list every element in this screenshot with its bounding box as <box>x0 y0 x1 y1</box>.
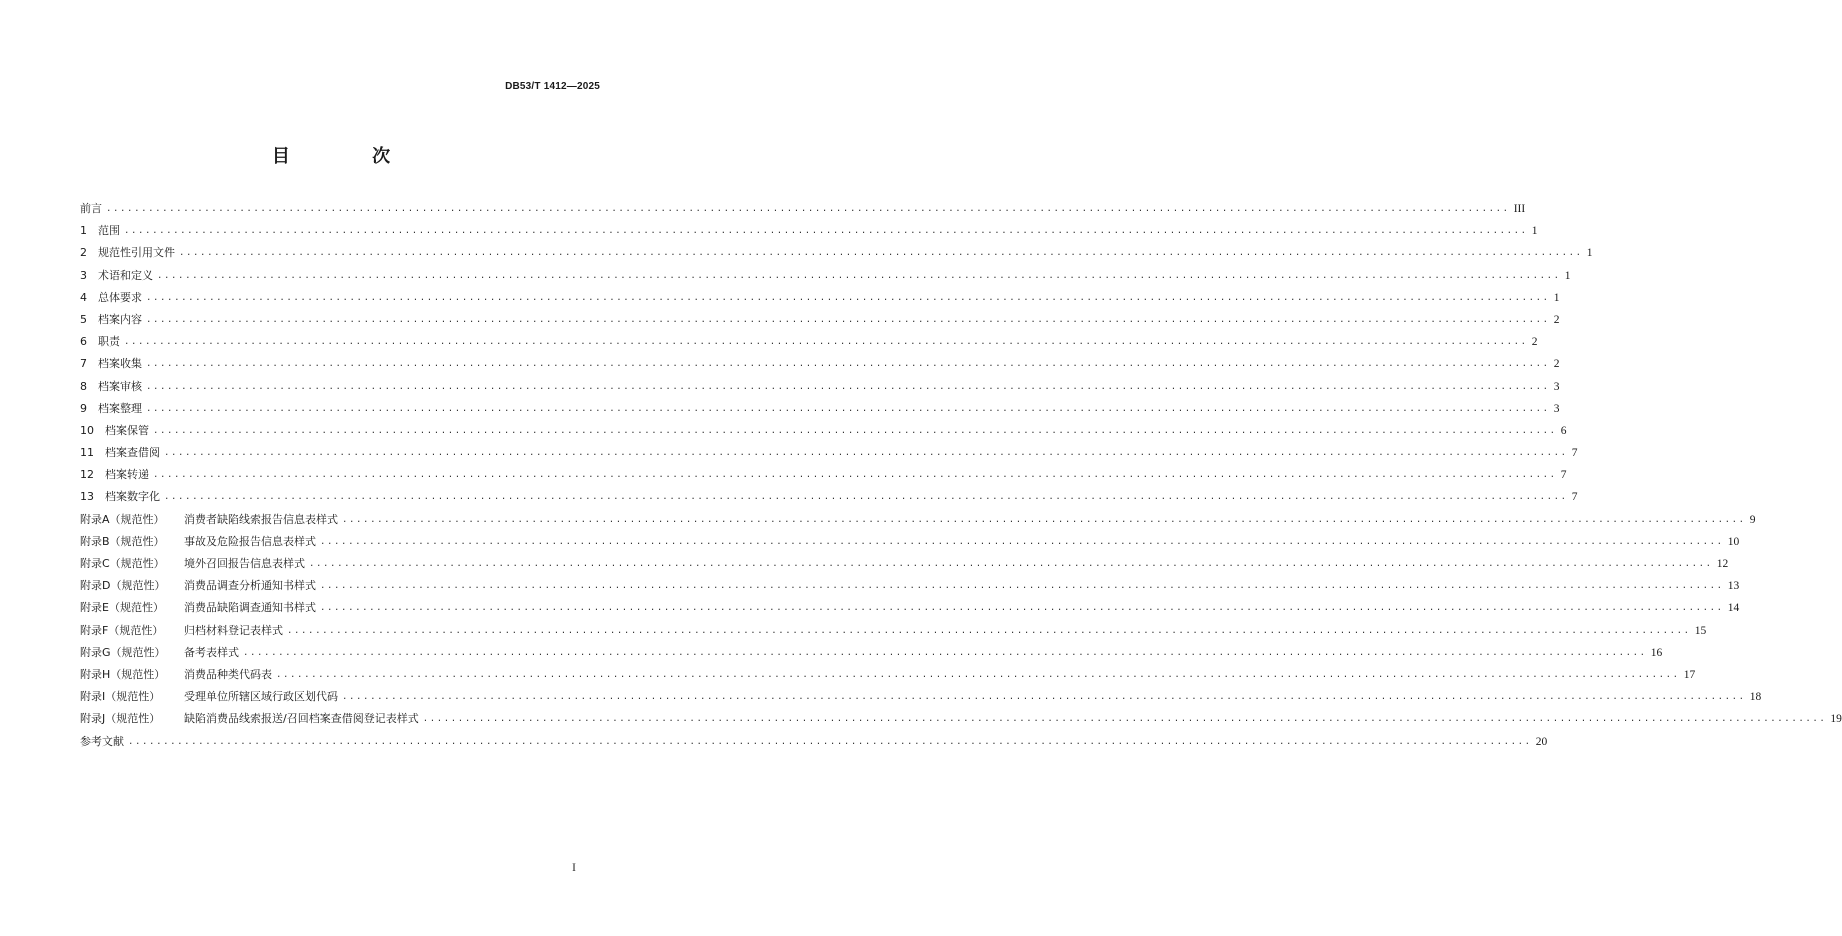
toc-entry-label: 档案整理 <box>98 401 142 415</box>
dot-leader: ........................................................................................................................................................................................................ <box>320 581 1724 592</box>
dot-leader: ........................................................................................................................................................................................................ <box>243 647 1647 658</box>
toc-entry[interactable] <box>80 644 1663 666</box>
toc-entry-label: 前言 <box>80 202 102 215</box>
toc-entry-label: 备考表样式 <box>184 645 239 659</box>
toc-entry-page: III <box>1513 203 1526 215</box>
toc-entry[interactable] <box>80 466 1567 488</box>
dot-leader: ........................................................................................................................................................................................................ <box>146 292 1550 303</box>
toc-entry[interactable] <box>80 533 1740 555</box>
toc-entry-page: 10 <box>1727 535 1740 548</box>
toc-entry-title <box>80 289 142 305</box>
toc-entry-page: 16 <box>1650 646 1663 659</box>
toc-entry-number: 10 <box>80 423 94 437</box>
toc-entry-title <box>80 355 142 371</box>
toc-entry-title <box>80 244 175 260</box>
dot-leader: ........................................................................................................................................................................................................ <box>422 714 1827 725</box>
toc-entry-page: 9 <box>1749 513 1756 526</box>
dot-leader: ........................................................................................................................................................................................................ <box>287 625 1691 636</box>
toc-entry[interactable] <box>80 555 1729 577</box>
toc-entry-title <box>80 333 120 349</box>
toc-entry-label: 档案转递 <box>105 468 149 482</box>
toc-entry-title <box>80 577 316 593</box>
dot-leader: ........................................................................................................................................................................................................ <box>320 603 1724 614</box>
toc-entry-number: 7 <box>80 357 87 371</box>
toc-entry-page: 2 <box>1531 336 1538 349</box>
toc-entry-page: 3 <box>1553 402 1560 415</box>
toc-entry[interactable] <box>80 599 1740 621</box>
toc-entry-page: 1 <box>1586 247 1593 260</box>
toc-entry-page: 20 <box>1535 735 1548 748</box>
toc-entry[interactable] <box>80 488 1578 510</box>
toc-entry-label: 档案内容 <box>98 312 142 326</box>
document-id: DB53/T 1412—2025 <box>505 81 600 92</box>
toc-entry-number: 6 <box>80 335 87 349</box>
toc-entry-label: 缺陷消费品线索报送/召回档案查借阅登记表样式 <box>184 712 419 726</box>
toc-entry-page: 14 <box>1727 602 1740 615</box>
toc-entry-title <box>80 599 316 615</box>
toc-entry[interactable] <box>80 400 1560 422</box>
toc-entry-page: 12 <box>1716 558 1729 570</box>
dot-leader: ........................................................................................................................................................................................................ <box>146 359 1550 370</box>
toc-entry-number: 12 <box>80 468 94 482</box>
toc-entry-number: 3 <box>80 268 87 282</box>
toc-entry-number: 2 <box>80 246 87 260</box>
toc-entry-page: 2 <box>1553 313 1560 326</box>
toc-entry-number: 附录A（规范性） <box>80 512 165 526</box>
toc-entry-number: 附录G（规范性） <box>80 645 166 659</box>
toc-entry[interactable] <box>80 444 1578 466</box>
toc-entry-number: 附录D（规范性） <box>80 579 166 593</box>
toc-entry-label: 消费品调查分析通知书样式 <box>184 579 316 593</box>
toc-entry-number: 附录B（规范性） <box>80 534 165 548</box>
toc-entry-number: 附录H（规范性） <box>80 667 166 681</box>
toc-entry-label: 档案收集 <box>98 357 142 371</box>
toc-entry-title <box>80 644 239 660</box>
toc-entry-page: 1 <box>1531 225 1538 238</box>
toc-entry[interactable] <box>80 511 1756 533</box>
toc-entry-number: 附录J（规范性） <box>80 712 161 726</box>
toc-entry-title <box>80 733 124 749</box>
toc-entry[interactable] <box>80 422 1567 444</box>
toc-entry-page: 15 <box>1694 624 1707 637</box>
toc-entry[interactable] <box>80 710 1842 732</box>
toc-entry-page: 7 <box>1560 469 1567 482</box>
toc-entry-title <box>80 555 305 571</box>
toc-entry-title <box>80 200 102 216</box>
dot-leader: ........................................................................................................................................................................................................ <box>153 470 1557 481</box>
toc-entry-page: 1 <box>1564 269 1571 282</box>
toc-entry[interactable] <box>80 200 1526 222</box>
toc-entry-page: 7 <box>1571 447 1578 460</box>
dot-leader: ........................................................................................................................................................................................................ <box>309 559 1713 569</box>
toc-entry-label: 档案查借阅 <box>105 446 160 460</box>
toc-entry-title <box>80 533 316 549</box>
toc-entry-page: 3 <box>1553 380 1560 393</box>
toc-entry[interactable] <box>80 622 1707 644</box>
toc-entry[interactable] <box>80 355 1560 377</box>
page-number: I <box>572 860 576 874</box>
toc-entry-number: 5 <box>80 312 87 326</box>
toc-entry[interactable] <box>80 289 1560 311</box>
toc-entry[interactable] <box>80 244 1593 266</box>
toc-entry-label: 归档材料登记表样式 <box>184 623 283 637</box>
dot-leader: ........................................................................................................................................................................................................ <box>164 492 1568 503</box>
toc-entry-label: 总体要求 <box>98 290 142 304</box>
toc-entry-page: 1 <box>1553 291 1560 304</box>
toc-entry-title <box>80 422 149 438</box>
page-title: 目 次 <box>271 146 429 167</box>
dot-leader: ........................................................................................................................................................................................................ <box>128 736 1532 747</box>
toc-entry-page: 2 <box>1553 358 1560 371</box>
toc-entry-title <box>80 710 419 726</box>
toc-entry[interactable] <box>80 688 1762 710</box>
toc-entry-label: 消费品缺陷调查通知书样式 <box>184 601 316 615</box>
toc-entry-number: 附录E（规范性） <box>80 601 164 615</box>
toc-entry-number: 13 <box>80 490 94 504</box>
toc-entry-label: 受理单位所辖区域行政区划代码 <box>184 690 338 704</box>
dot-leader: ........................................................................................................................................................................................................ <box>342 514 1746 525</box>
dot-leader: ........................................................................................................................................................................................................ <box>106 204 1510 214</box>
toc-entry-title <box>80 488 160 504</box>
toc-entry[interactable] <box>80 267 1571 289</box>
toc-entry-number: 1 <box>80 224 87 238</box>
toc-entry-title <box>80 444 160 460</box>
dot-leader: ........................................................................................................................................................................................................ <box>124 226 1528 237</box>
toc-entry-label: 档案数字化 <box>105 490 160 504</box>
toc-entry-page: 13 <box>1727 580 1740 593</box>
toc-entry-title <box>80 666 272 682</box>
dot-leader: ........................................................................................................................................................................................................ <box>164 448 1568 459</box>
toc-entry-number: 附录I（规范性） <box>80 690 161 704</box>
toc-entry-label: 消费品种类代码表 <box>184 667 272 681</box>
toc-entry-title <box>80 511 338 527</box>
toc-entry-title <box>80 378 142 394</box>
toc-entry-title <box>80 267 153 283</box>
toc-entry-title <box>80 466 149 482</box>
toc-entry-page: 19 <box>1830 713 1842 726</box>
toc-entry-label: 档案保管 <box>105 423 149 437</box>
dot-leader: ........................................................................................................................................................................................................ <box>124 337 1528 348</box>
toc-entry-label: 规范性引用文件 <box>98 246 175 260</box>
dot-leader: ........................................................................................................................................................................................................ <box>153 425 1557 436</box>
dot-leader: ........................................................................................................................................................................................................ <box>146 314 1550 325</box>
dot-leader: ........................................................................................................................................................................................................ <box>157 270 1561 281</box>
toc-entry[interactable] <box>80 666 1696 688</box>
toc-entry[interactable] <box>80 333 1538 355</box>
toc-entry-number: 附录C（规范性） <box>80 557 165 570</box>
toc-entry-number: 9 <box>80 401 87 415</box>
dot-leader: ........................................................................................................................................................................................................ <box>146 381 1550 392</box>
toc-entry-title <box>80 311 142 327</box>
dot-leader: ........................................................................................................................................................................................................ <box>179 248 1583 259</box>
toc-entry[interactable] <box>80 222 1538 244</box>
toc-entry-title <box>80 222 120 238</box>
toc-entry-number: 11 <box>80 446 94 460</box>
toc-entry-title <box>80 622 283 638</box>
toc-entry-page: 7 <box>1571 491 1578 504</box>
toc-entry-label: 消费者缺陷线索报告信息表样式 <box>184 512 338 526</box>
toc-entry-label: 境外召回报告信息表样式 <box>184 557 305 570</box>
toc-entry-page: 6 <box>1560 424 1567 437</box>
toc-entry-label: 参考文献 <box>80 734 124 748</box>
toc-entry-page: 18 <box>1749 691 1762 704</box>
table-of-contents <box>80 200 1842 755</box>
toc-entry[interactable] <box>80 733 1548 755</box>
toc-entry-page: 17 <box>1683 668 1696 681</box>
toc-entry-title <box>80 400 142 416</box>
toc-entry-title <box>80 688 338 704</box>
toc-entry-number: 附录F（规范性） <box>80 623 164 637</box>
toc-entry-number: 4 <box>80 290 87 304</box>
toc-entry[interactable] <box>80 311 1560 333</box>
toc-entry[interactable] <box>80 378 1560 400</box>
dot-leader: ........................................................................................................................................................................................................ <box>342 692 1746 703</box>
toc-entry-number: 8 <box>80 379 87 393</box>
dot-leader: ........................................................................................................................................................................................................ <box>320 536 1724 547</box>
toc-entry-label: 术语和定义 <box>98 268 153 282</box>
dot-leader: ........................................................................................................................................................................................................ <box>146 403 1550 414</box>
toc-entry-label: 事故及危险报告信息表样式 <box>184 534 316 548</box>
toc-entry-label: 职责 <box>98 335 120 349</box>
toc-entry-label: 档案审核 <box>98 379 142 393</box>
toc-entry[interactable] <box>80 577 1740 599</box>
toc-entry-label: 范围 <box>98 224 120 238</box>
dot-leader: ........................................................................................................................................................................................................ <box>276 669 1680 680</box>
